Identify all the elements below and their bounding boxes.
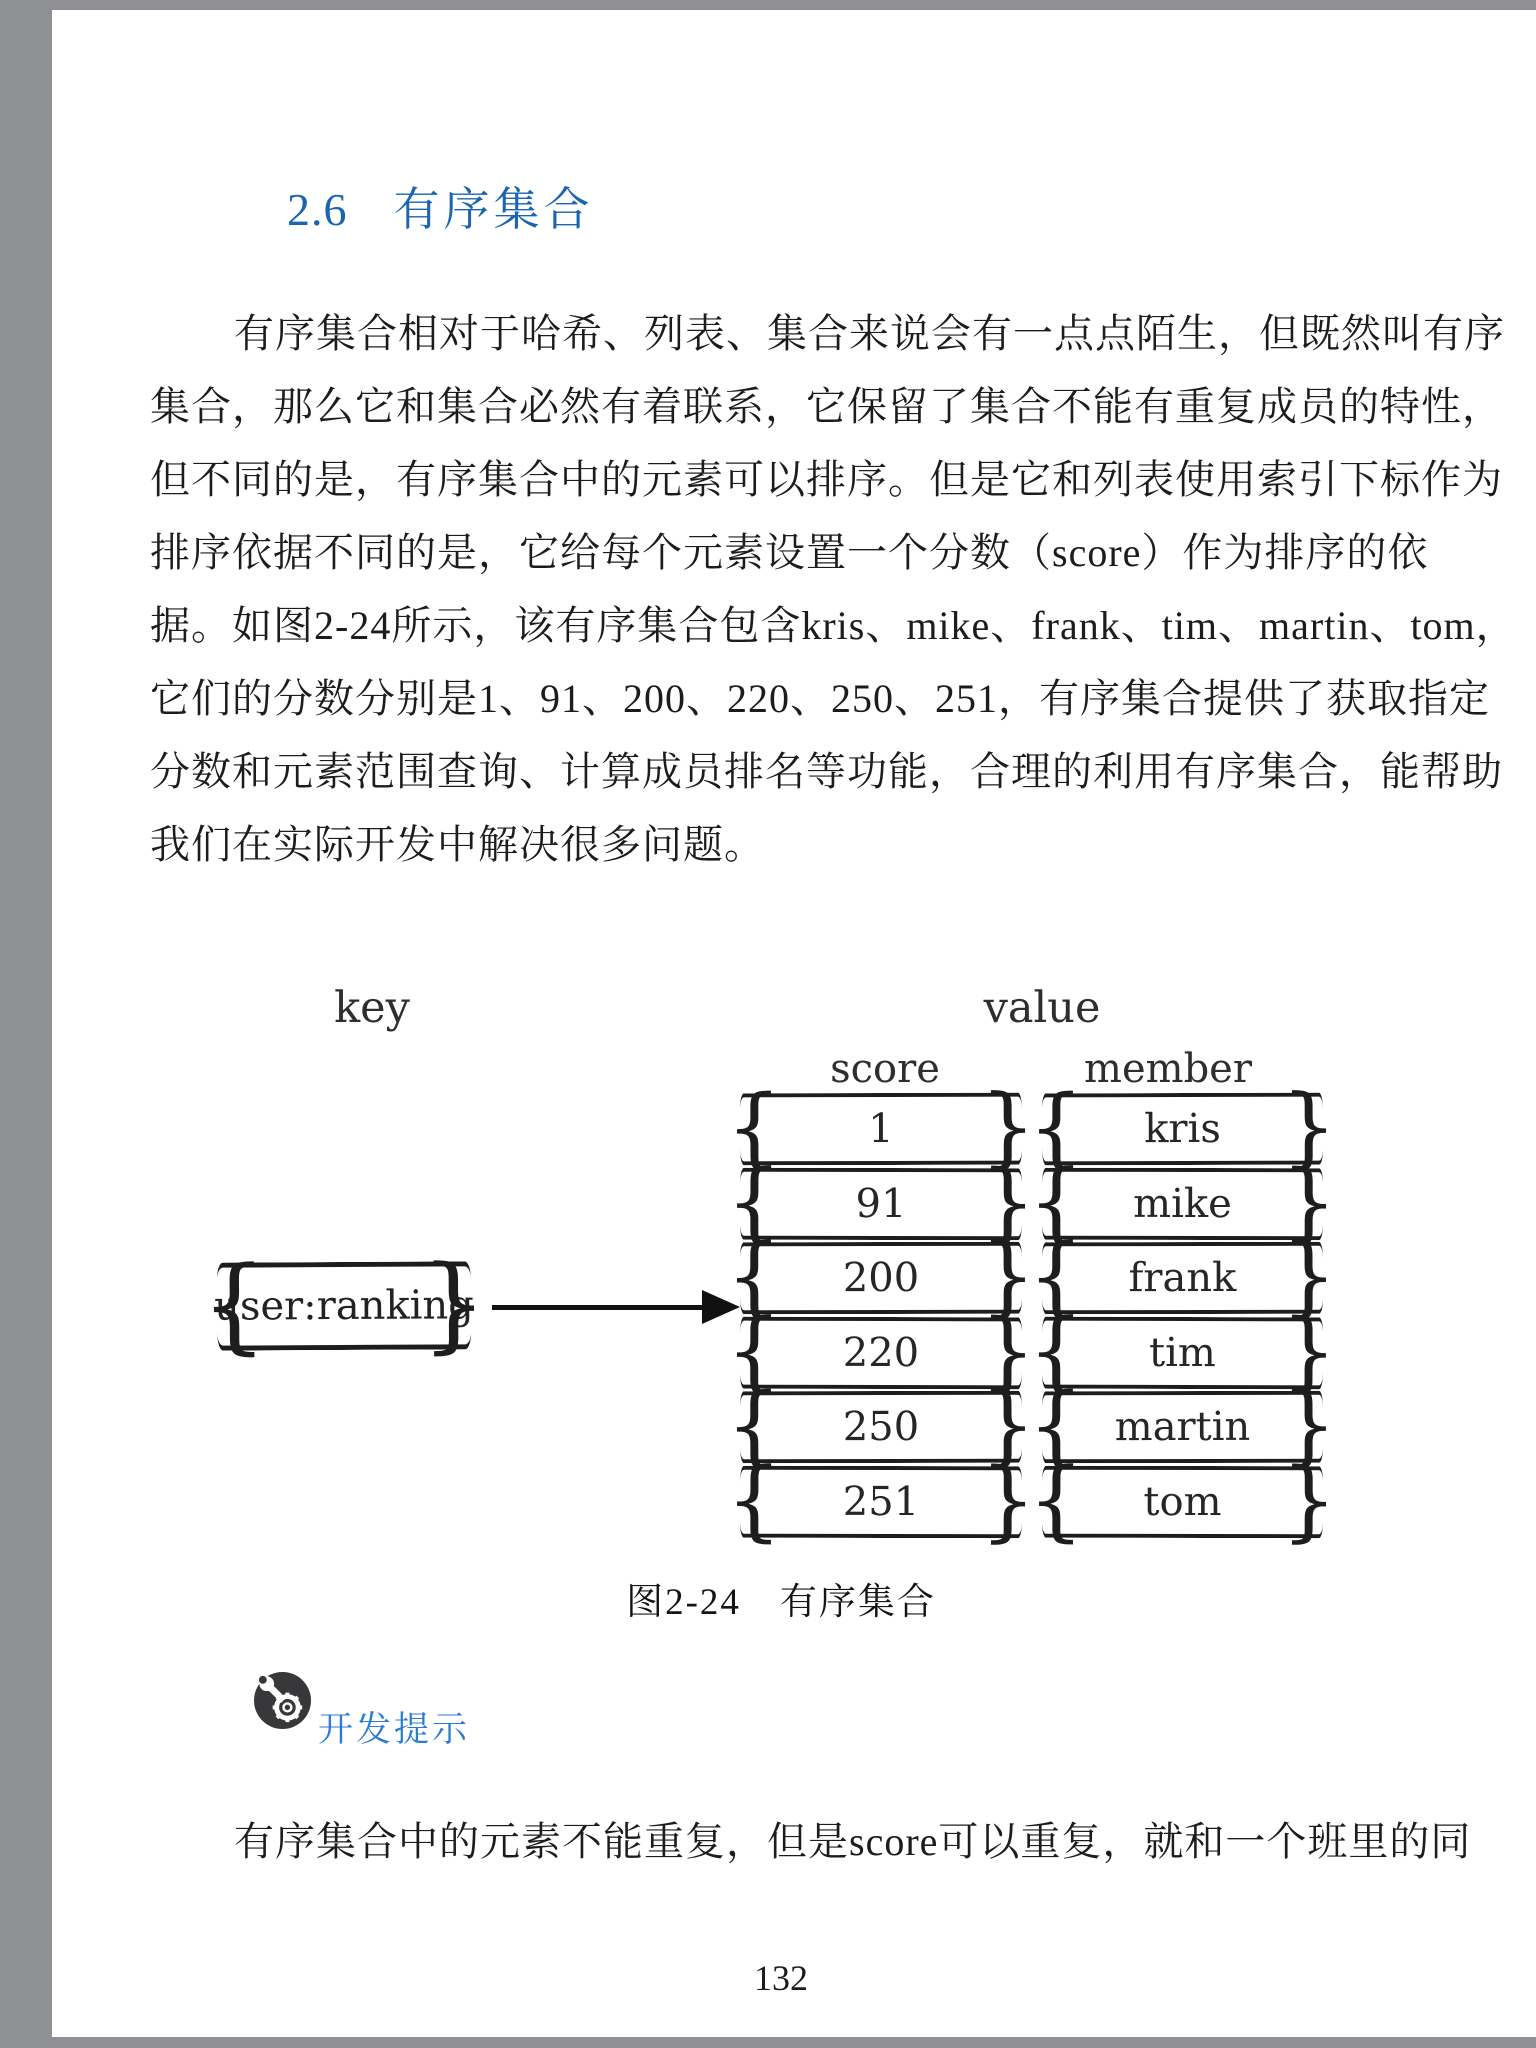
section-heading	[287, 178, 594, 242]
member-cell: { frank }	[1042, 1242, 1323, 1314]
score-cell: { 250 }	[740, 1391, 1022, 1464]
score-cell: { 200 }	[740, 1242, 1022, 1314]
paragraph-intro	[150, 297, 1517, 881]
figure-member-header: member	[1084, 1046, 1252, 1092]
page-number: 132	[754, 1958, 808, 1998]
tip-label: 开发提示	[318, 1710, 471, 1749]
paragraph-line: 它们的分数分别是1、91、200、220、250、251，有序集合提供了获取指定	[150, 676, 1490, 721]
score-cell: { 1 }	[740, 1093, 1022, 1166]
book-page	[52, 10, 1536, 2037]
key-box: { user:ranking }	[217, 1261, 471, 1350]
section-number: 2.6	[287, 184, 348, 235]
arrow-line	[492, 1305, 704, 1310]
paragraph-line: 有序集合相对于哈希、列表、集合来说会有一点点陌生，但既然叫有序	[234, 311, 1505, 356]
figure-caption: 图2-24 有序集合	[626, 1582, 936, 1623]
paragraph-line: 我们在实际开发中解决很多问题。	[150, 822, 765, 867]
member-cell: { tom }	[1042, 1466, 1323, 1538]
score-cell: { 251 }	[740, 1466, 1022, 1538]
member-cell: { tim }	[1042, 1317, 1323, 1390]
paragraph-line: 但不同的是，有序集合中的元素可以排序。但是它和列表使用索引下标作为	[150, 457, 1503, 502]
score-cell: { 220 }	[740, 1317, 1022, 1390]
paragraph-line: 据。如图2-24所示，该有序集合包含kris、mike、frank、tim、martin、tom，	[150, 603, 1517, 648]
member-cell: { mike }	[1042, 1168, 1323, 1241]
paragraph-line: 分数和元素范围查询、计算成员排名等功能，合理的利用有序集合，能帮助	[150, 749, 1503, 794]
member-cell: { martin }	[1042, 1391, 1323, 1464]
paragraph-line: 集合，那么它和集合必然有着联系，它保留了集合不能有重复成员的特性，	[150, 384, 1503, 429]
score-cell: { 91 }	[740, 1168, 1022, 1241]
figure-value-label: value	[983, 983, 1101, 1033]
member-cell: { kris }	[1042, 1093, 1323, 1166]
paragraph-line: 排序依据不同的是，它给每个元素设置一个分数（score）作为排序的依	[150, 530, 1429, 575]
paragraph-tip-body	[150, 1805, 1472, 1878]
section-title: 有序集合	[393, 184, 594, 235]
gear-wrench-icon	[253, 1671, 312, 1730]
figure-score-header: score	[830, 1046, 940, 1092]
figure-key-label: key	[334, 983, 410, 1033]
paragraph-line: 有序集合中的元素不能重复，但是score可以重复，就和一个班里的同	[234, 1819, 1472, 1864]
